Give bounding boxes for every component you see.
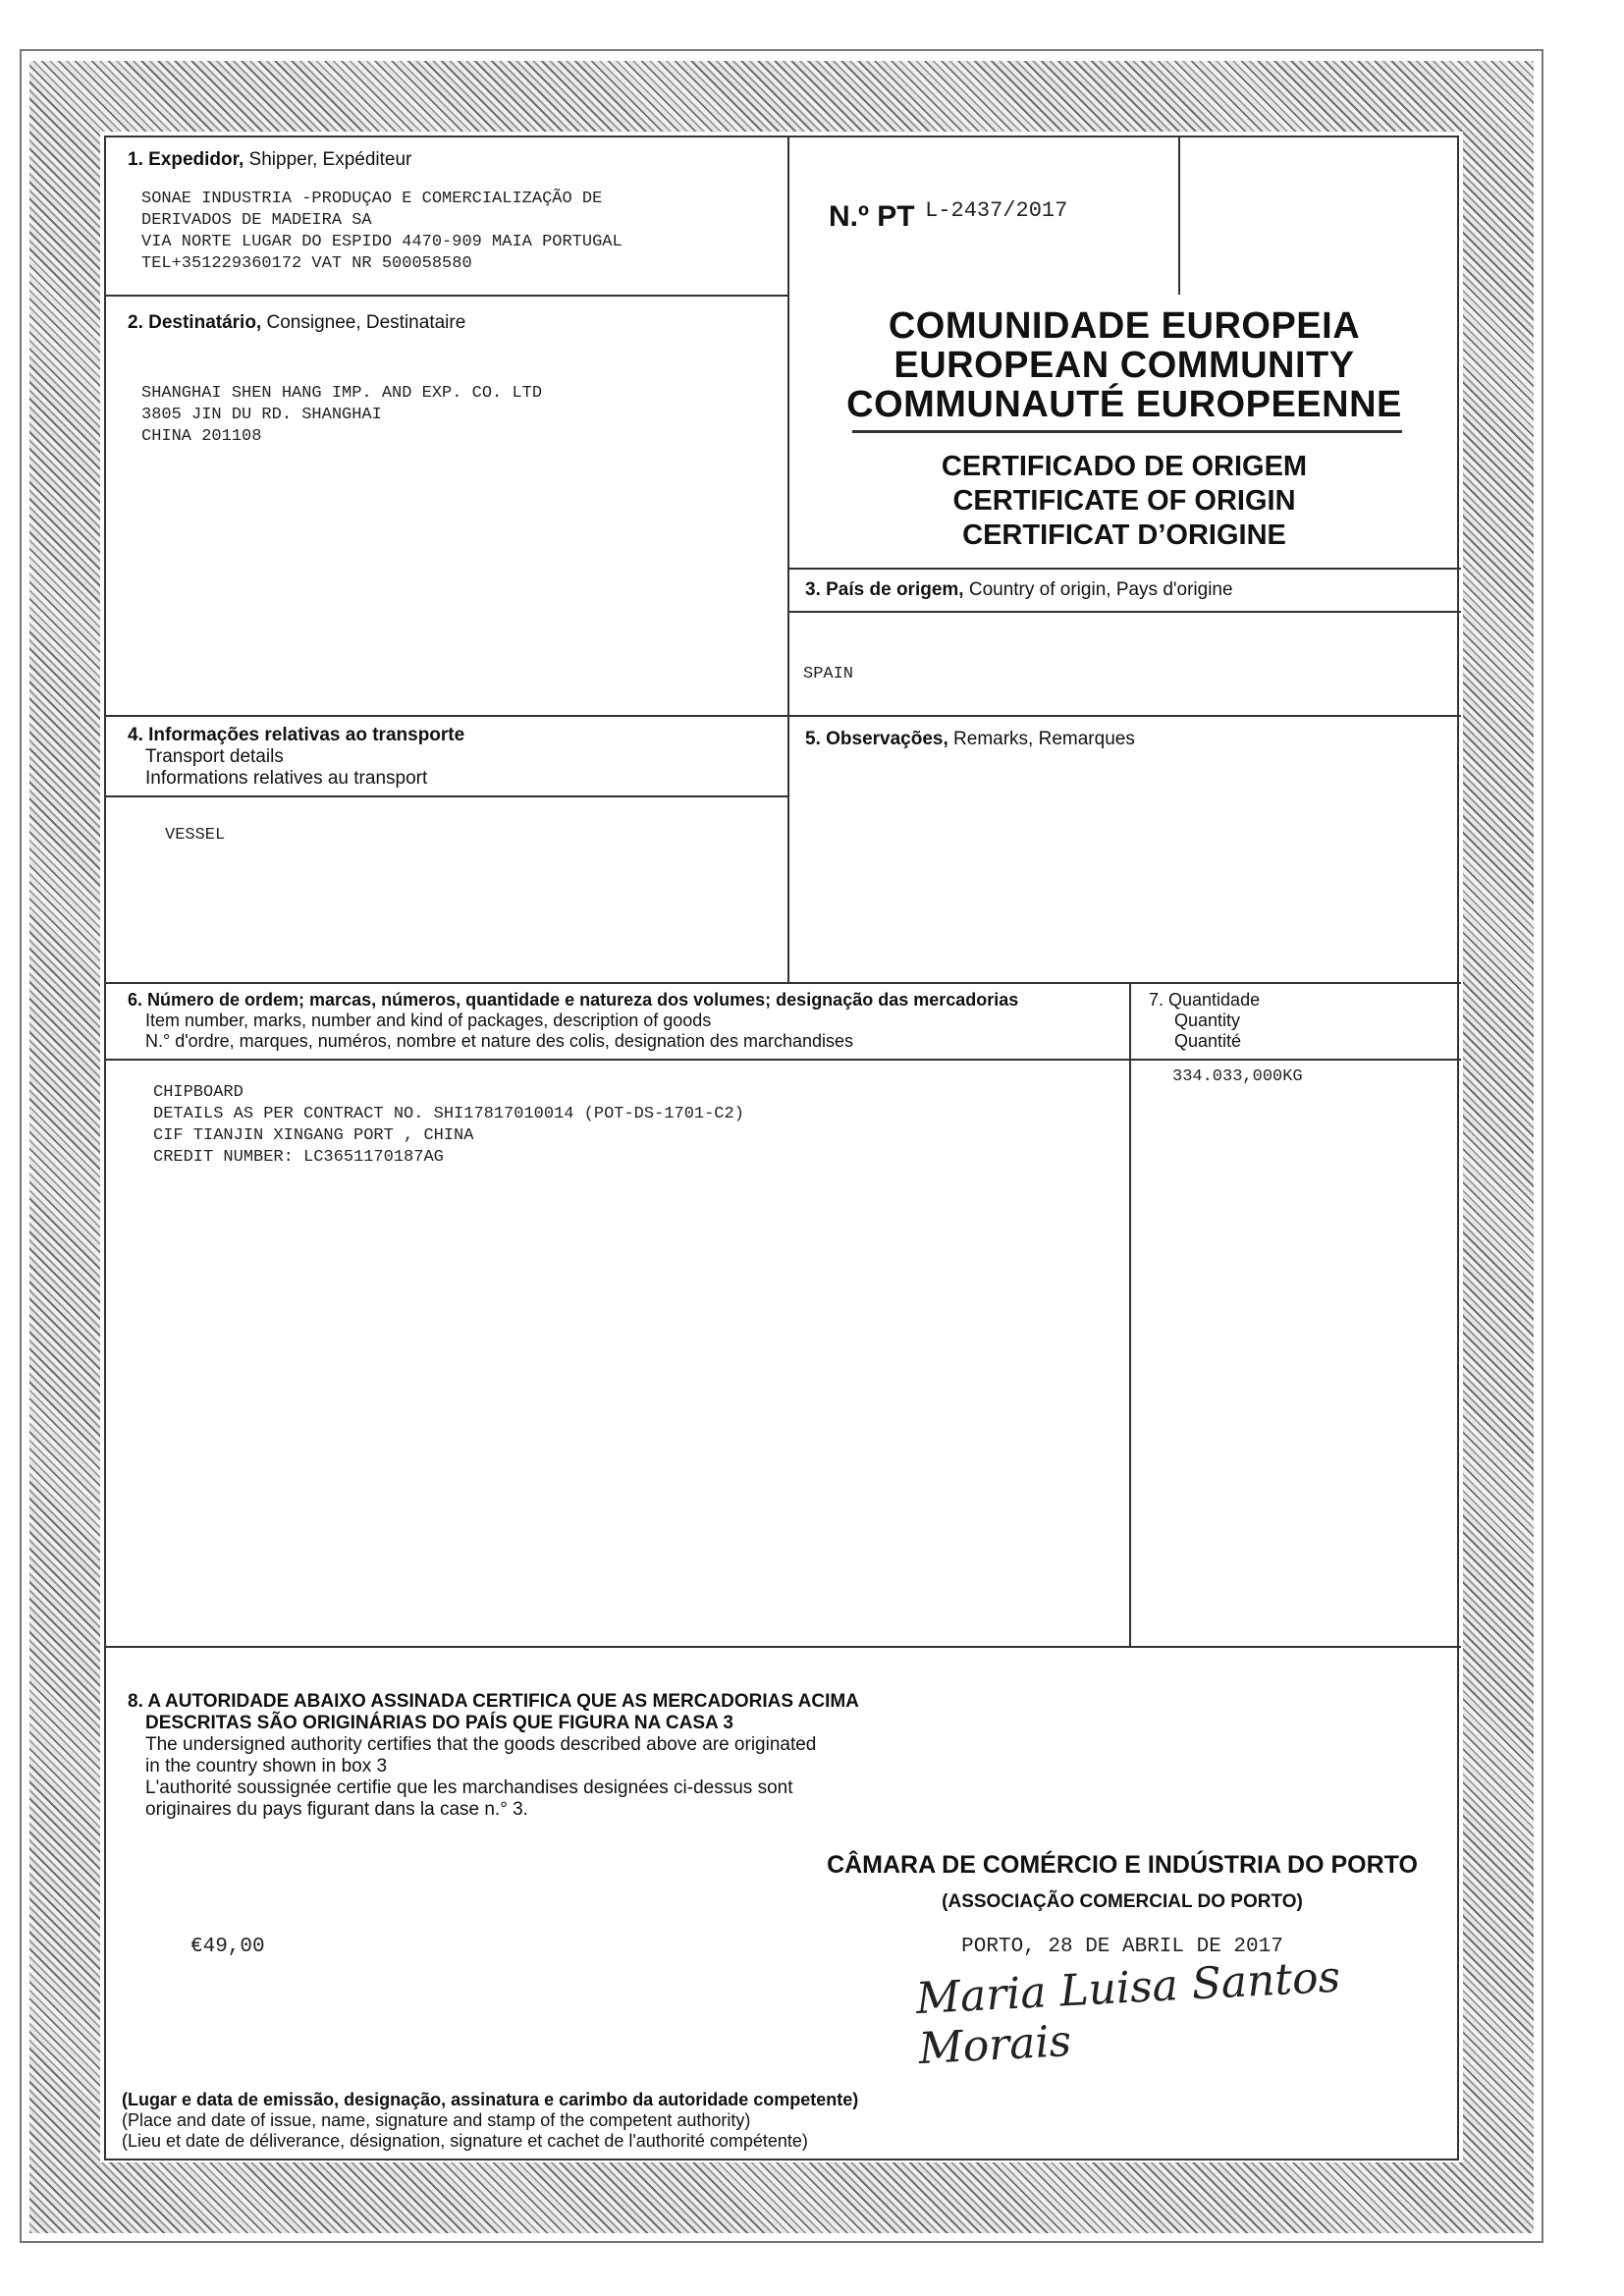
divider-box7 [1129, 982, 1131, 1646]
shipper-address [141, 189, 776, 275]
footer-pt: (Lugar e data de emissão, designação, assinatura e carimbo da autoridade competente) [122, 2090, 859, 2109]
box3-label: 3. País de origem, Country of origin, Pays d'origine [805, 579, 1233, 600]
box8-text-fr: L'authorité soussignée certifie que les marchandises designées ci-dessus sont [145, 1777, 793, 1798]
consignee-line: 3805 JIN DU RD. SHANGHAI [141, 406, 382, 424]
goods-line: CREDIT NUMBER: LC3651170187AG [153, 1148, 444, 1167]
divider-header [787, 568, 1461, 570]
box6-label-pt: 6. Número de ordem; marcas, números, quantidade e natureza dos volumes; designação das mercadorias [128, 990, 1019, 1010]
certificate-title-pt: CERTIFICADO DE ORIGEM [941, 451, 1308, 482]
box1-label: 1. Expedidor, Shipper, Expéditeur [128, 149, 412, 170]
box8-footer [122, 2090, 1202, 2152]
certificate-number [829, 200, 1163, 234]
community-title [787, 306, 1461, 424]
divider-box4-label [106, 795, 787, 797]
community-title-pt: COMUNIDADE EUROPEIA [888, 305, 1361, 347]
box4-label: 4. Informações relativas ao transporte [128, 725, 465, 745]
divider-box1 [106, 295, 787, 297]
community-title-en: EUROPEAN COMMUNITY [893, 345, 1355, 386]
box1-shipper [128, 149, 776, 275]
footer-fr: (Lieu et date de déliverance, désignation, signature et cachet de l'authorité compétente) [122, 2131, 808, 2151]
consignee-line: CHINA 201108 [141, 427, 262, 446]
fee-amount: €49,00 [190, 1936, 265, 1958]
box8-heading: DESCRITAS SÃO ORIGINÁRIAS DO PAÍS QUE FIGURA NA CASA 3 [145, 1713, 733, 1733]
divider-box6 [106, 982, 1461, 984]
certificate-title [787, 450, 1461, 553]
divider-number-box [1178, 137, 1180, 295]
box4-label-en: Transport details [145, 746, 284, 767]
box8-text-fr: originaires du pays figurant dans la case n.° 3. [145, 1799, 528, 1820]
divider-box8 [106, 1646, 1461, 1648]
box6-label-fr: N.° d'ordre, marques, numéros, nombre et nature des colis, designation des marchandises [145, 1031, 854, 1051]
box8-text-en: The undersigned authority certifies that the goods described above are originated [145, 1734, 817, 1755]
quantity-value: 334.033,000KG [1172, 1067, 1303, 1086]
box6-label-en: Item number, marks, number and kind of packages, description of goods [145, 1011, 712, 1030]
community-title-fr: COMMUNAUTÉ EUROPEENNE [846, 384, 1402, 425]
title-underline [852, 430, 1402, 433]
divider-box3-label [787, 611, 1461, 613]
chamber-stamp [793, 1850, 1451, 1958]
box7-label [1149, 990, 1443, 1052]
box2-label: 2. Destinatário, Consignee, Destinataire [128, 312, 466, 333]
box6-label [128, 990, 1119, 1052]
goods-description [153, 1082, 1115, 1169]
shipper-line: VIA NORTE LUGAR DO ESPIDO 4470-909 MAIA PORTUGAL [141, 233, 623, 251]
place-date: PORTO, 28 DE ABRIL DE 2017 [961, 1936, 1283, 1958]
box5-label: 5. Observações, Remarks, Remarques [805, 729, 1135, 749]
number-value: L-2437/2017 [925, 198, 1068, 223]
box8-text-en: in the country shown in box 3 [145, 1756, 388, 1777]
box7-label-en: Quantity [1174, 1011, 1241, 1030]
signature: Maria Luisa Santos Morais [914, 1951, 1342, 2075]
divider-box4-5 [106, 715, 1461, 717]
box8-certification [128, 1691, 1011, 1821]
transport-mode: VESSEL [165, 826, 226, 845]
box7-label-pt: 7. Quantidade [1149, 990, 1261, 1010]
consignee-line: SHANGHAI SHEN HANG IMP. AND EXP. CO. LTD [141, 384, 543, 403]
consignee-address [141, 383, 776, 448]
box7-label-fr: Quantité [1174, 1031, 1242, 1051]
goods-line: CIF TIANJIN XINGANG PORT , CHINA [153, 1126, 474, 1145]
certificate-title-fr: CERTIFICAT D’ORIGINE [962, 519, 1286, 551]
certificate-form [104, 136, 1459, 2160]
divider-vertical-top [787, 137, 789, 982]
shipper-line: DERIVADOS DE MADEIRA SA [141, 211, 372, 230]
shipper-line: SONAE INDUSTRIA -PRODUÇAO E COMERCIALIZAÇÃO DE [141, 190, 603, 208]
box8-heading: 8. A AUTORIDADE ABAIXO ASSINADA CERTIFICA QUE AS MERCADORIAS ACIMA [128, 1691, 859, 1712]
shipper-line: TEL+351229360172 VAT NR 500058580 [141, 254, 472, 273]
box4-transport [128, 725, 776, 790]
goods-line: DETAILS AS PER CONTRACT NO. SHI17817010014 (POT-DS-1701-C2) [153, 1105, 744, 1123]
box4-label-fr: Informations relatives au transport [145, 768, 428, 789]
divider-box6-label [106, 1059, 1461, 1061]
certificate-title-en: CERTIFICATE OF ORIGIN [952, 485, 1296, 517]
chamber-association: (ASSOCIAÇÃO COMERCIAL DO PORTO) [942, 1891, 1303, 1912]
box2-consignee [128, 312, 776, 448]
chamber-name: CÂMARA DE COMÉRCIO E INDÚSTRIA DO PORTO [827, 1851, 1418, 1879]
number-prefix: N.º PT [829, 200, 915, 233]
footer-en: (Place and date of issue, name, signature and stamp of the competent authority) [122, 2110, 751, 2130]
country-of-origin: SPAIN [803, 665, 854, 683]
goods-line: CHIPBOARD [153, 1083, 244, 1102]
